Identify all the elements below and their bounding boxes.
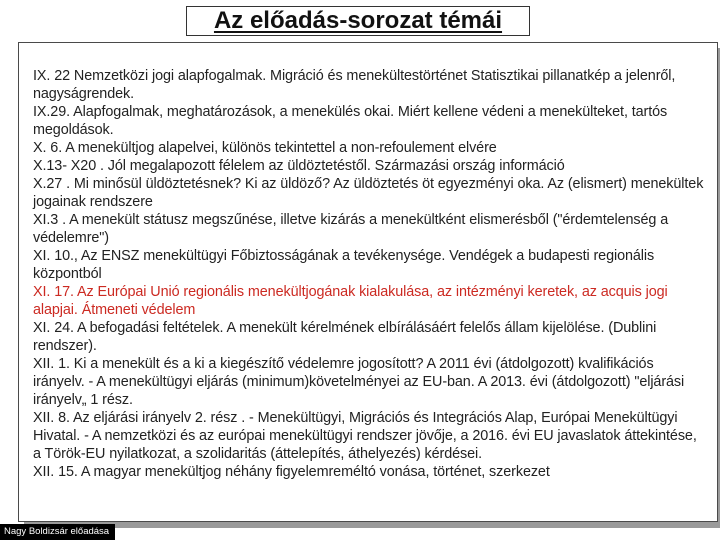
topic-item: XI. 10., Az ENSZ menekültügyi Főbiztosságának a tevékenysége. Vendégek a budapesti regionális központból <box>33 248 655 282</box>
topic-item: XII. 1. Ki a menekült és a ki a kiegészítő védelemre jogosított? A 2011 évi (átdolgozott) kvalifikációs irányelv. - A menekültügyi eljárás (minimum)követelményei az EU-ban. A 2013. évi (átdolgozott) "eljárási irányelv„ 1 rész. <box>33 356 685 408</box>
topic-item: X.27 . Mi minősül üldöztetésnek? Ki az üldöző? Az üldöztetés öt egyezményi oka. Az (elismert) menekültek jogainak rendszere <box>33 176 704 210</box>
topic-item: XII. 8. Az eljárási irányelv 2. rész . - Menekültügyi, Migrációs és Integrációs Alap, Európai Menekültügyi Hivatal. - A nemzetközi és az európai menekültügyi rendszer jövője, a 2016. évi EU javaslatok áttekintése, a Török-EU nyilatkozat, a szolidaritás (áttelepítés, áthelyezés) kérdései. <box>33 410 697 462</box>
topic-item-highlighted: XI. 17. Az Európai Unió regionális menekültjogának kialakulása, az intézményi keretek, az acquis jogi alapjai. Átmeneti védelem <box>33 284 668 318</box>
topic-list <box>33 67 708 481</box>
topic-item: XI. 24. A befogadási feltételek. A menekült kérelmének elbírálásáért felelős állam kijelölése. (Dublini rendszer). <box>33 320 657 354</box>
topic-item: XII. 15. A magyar menekültjog néhány figyelemreméltó vonása, történet, szerkezet <box>33 464 550 480</box>
topic-item: XI.3 . A menekült státusz megszűnése, illetve kizárás a menekültként elismerésből ("érdemtelenség a védelemre") <box>33 212 669 246</box>
topic-item: IX. 22 Nemzetközi jogi alapfogalmak. Migráció és menekültestörténet Statisztikai pillanatkép a jelenről, nagyságrendek. <box>33 68 676 102</box>
topic-item: X.13- X20 . Jól megalapozott félelem az üldöztetéstől. Származási ország információ <box>33 158 565 174</box>
topic-item: IX.29. Alapfogalmak, meghatározások, a menekülés okai. Miért kellene védeni a menekülteket, tartós megoldások. <box>33 104 668 138</box>
presenter-footer: Nagy Boldizsár előadása <box>0 524 115 540</box>
topic-item: X. 6. A menekültjog alapelvei, különös tekintettel a non-refoulement elvére <box>33 140 497 156</box>
slide-title: Az előadás-sorozat témái <box>186 6 530 36</box>
